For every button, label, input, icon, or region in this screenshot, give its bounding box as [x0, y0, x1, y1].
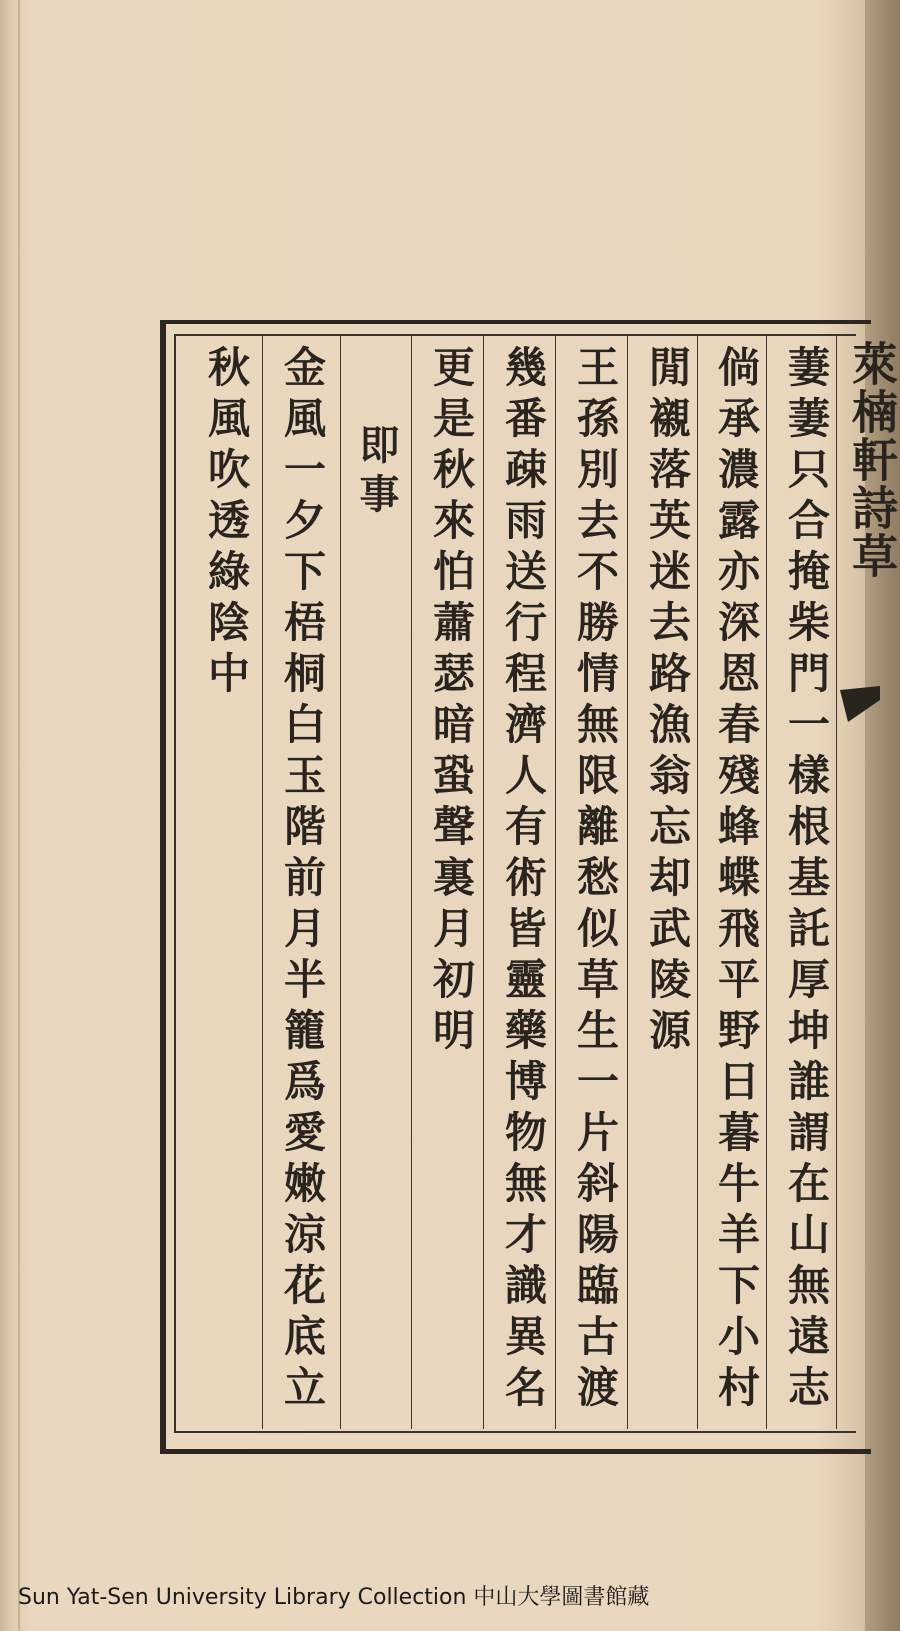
- text-column-5: 幾番疎雨送行程濟人有術皆靈藥博物無才識異名: [499, 345, 548, 1416]
- running-head: 萊楠軒詩草: [845, 340, 899, 580]
- text-column-4: 王孫別去不勝情無限離愁似草生一片斜陽臨古渡: [571, 345, 620, 1416]
- column-rule: [340, 336, 341, 1429]
- text-column-9: 秋風吹透綠陰中: [202, 345, 251, 702]
- column-rule: [555, 336, 556, 1429]
- gutter-line: [18, 0, 20, 1631]
- column-rule: [766, 336, 767, 1429]
- poem-title: 即事: [353, 424, 400, 522]
- text-column-2: 倘承濃露亦深恩春殘蜂蝶飛平野日暮牛羊下小村: [712, 345, 761, 1416]
- column-rule: [411, 336, 412, 1429]
- column-rule: [627, 336, 628, 1429]
- text-column-8: 金風一夕下梧桐白玉階前月半籠爲愛嫩涼花底立: [278, 345, 327, 1416]
- library-credit: Sun Yat-Sen University Library Collection 中山大學圖書館藏: [18, 1585, 650, 1610]
- column-rule: [836, 336, 837, 1429]
- text-column-1: 萋萋只合掩柴門一樣根基託厚坤誰謂在山無遠志: [782, 345, 831, 1416]
- column-rule: [483, 336, 484, 1429]
- column-rule: [262, 336, 263, 1429]
- column-rule: [697, 336, 698, 1429]
- fishtail-mark: [840, 686, 880, 724]
- text-column-6: 更是秋來怕蕭瑟暗蛩聲裏月初明: [427, 345, 476, 1059]
- text-column-3: 閒襯落英迷去路漁翁忘却武陵源: [643, 345, 692, 1059]
